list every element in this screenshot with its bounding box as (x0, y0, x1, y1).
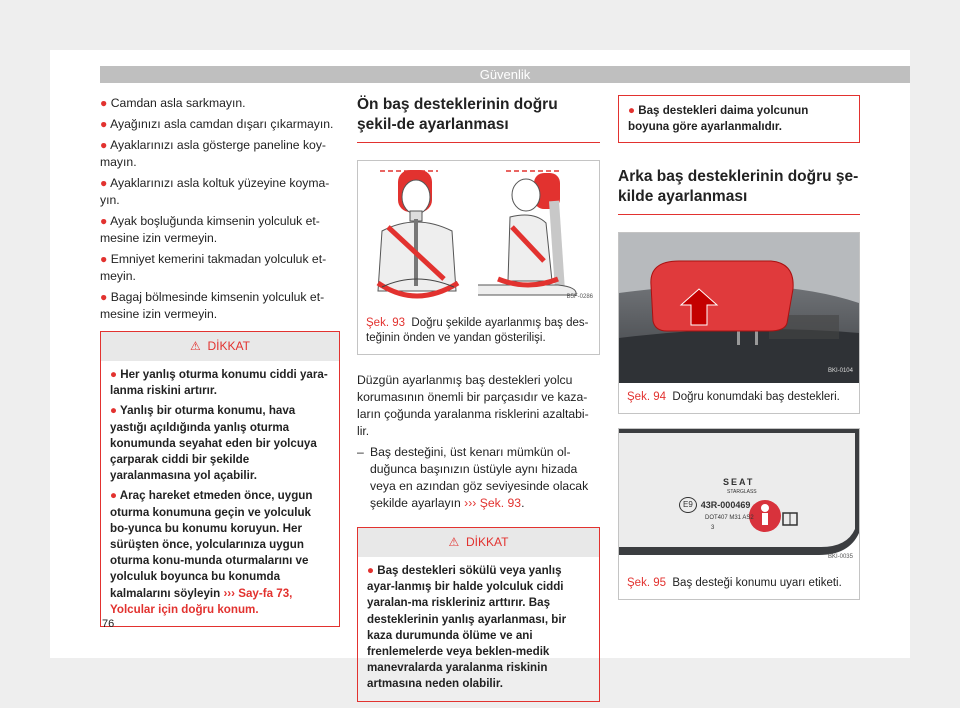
figure-label: Şek. 93 (366, 317, 405, 329)
step-dash: – (357, 445, 364, 459)
warning-body (358, 557, 599, 701)
warning-item: ● Araç hareket etmeden önce, uygun oturma konumuna geçin ve yolculuk bo-yunca bu konumu koruyun. Her sürüşten önce, yolcularınıza uygun oturma konu-munda oturmalarını ve yolculuk boyunca bu konumda kalmalarını söyleyin ››› Say-fa 73, Yolcular için doğru konum. (110, 489, 313, 616)
instruction-step: – Baş desteğini, üst kenarı mümkün ol-duğunca başınızın üstüyle aynı hizada veya en azından göz seviyesinde olacak şekilde ayarlayın ››› Şek. 93. (357, 445, 589, 510)
page-number: 76 (102, 618, 115, 630)
warning-header: ⚠ DİKKAT (358, 528, 599, 557)
section-header: Güvenlik (100, 66, 910, 83)
note-body: ● Baş destekleri daima yolcunun boyuna göre ayarlanmalıdır. (628, 104, 809, 134)
bullet-icon: ● (110, 489, 120, 503)
sticker-text (679, 477, 757, 533)
figure-reference-link[interactable]: ››› Şek. 93 (464, 496, 522, 510)
warning-triangle-icon: ⚠ (190, 339, 201, 353)
sticker-brand: SEAT (723, 477, 755, 488)
page (50, 50, 910, 691)
bullet-icon: ● (100, 290, 111, 304)
figure-caption: Şek. 95 Baş desteği konumu uyarı etiketi. (627, 577, 842, 590)
headrest-illustration (358, 161, 599, 309)
bullet-icon: ● (110, 404, 121, 418)
bullet-icon: ● (100, 252, 111, 266)
sticker-line: STARGLASS (727, 489, 757, 496)
bullet-icon: ● (100, 176, 111, 190)
bullet-icon: ● (110, 368, 121, 381)
warning-label-photo (619, 429, 859, 569)
sticker-line: DOT407 M31 AS2 (705, 515, 754, 522)
warning-box (100, 331, 340, 627)
warning-triangle-icon: ⚠ (448, 535, 460, 549)
list-item: ● Ayaklarınızı asla gösterge paneline koy-mayın. (100, 138, 326, 169)
paragraph: Düzgün ayarlanmış baş destekleri yolcu korumasının önemli bir parçasıdır ve kaza-ların çoğunda yaralanma risklerini azaltabi-lir. (357, 373, 589, 438)
list-item: ● Ayağınızı asla camdan dışarı çıkarmayın. (100, 117, 334, 131)
sticker-line: 43R-000469 (700, 500, 751, 511)
warning-box (357, 527, 600, 702)
list-item: ● Ayaklarınızı asla koltuk yüzeyine koyma-yın. (100, 176, 330, 207)
figure-93 (357, 160, 600, 355)
figure-code: B5F-0286 (566, 294, 593, 300)
warning-body (101, 361, 339, 626)
list-item: ● Ayak boşluğunda kimsenin yolculuk et-mesine izin vermeyin. (100, 214, 320, 245)
bullet-icon: ● (100, 214, 111, 228)
warning-item: ● Baş destekleri sökülü veya yanlış ayar-lanmış bir halde yolculuk ciddi yaralan-ma riskleriniz arttırır. Baş desteklerinin yanlış ayarlanması, bir kaza durumunda ölüme ve ani frenlemelerde veya beklen-medik manevralarda yaralanma riskinin artmasına neden olabilir. (367, 564, 567, 691)
list-item: ● Emniyet kemerini takmadan yolculuk et-meyin. (100, 252, 327, 283)
warning-item: ● Yanlış bir oturma konumu, hava yastığı açıldığında yanlış oturma konumunda seyahat eden bir yolcuya çarparak ciddi bir şekilde yaralanmasına yol açabilir. (110, 404, 317, 483)
figure-label: Şek. 95 (627, 577, 666, 590)
section-heading: Ön baş desteklerinin doğru şekil-de ayarlanması (357, 95, 600, 143)
bullet-icon: ● (100, 96, 111, 110)
bullet-icon: ● (100, 117, 111, 131)
page-reference-link[interactable]: ››› Say-fa 73, Yolcular için doğru konum. (110, 586, 293, 616)
skeleton-headrest-illustration (358, 161, 599, 309)
column-right (618, 95, 860, 600)
figure-caption: Şek. 94 Doğru konumdaki baş destekleri. (627, 391, 840, 404)
note-box (618, 95, 860, 143)
bullet-icon: ● (367, 564, 378, 577)
warning-item: ● Her yanlış oturma konumu ciddi yara-lanma riskini artırır. (110, 368, 328, 398)
column-middle (357, 95, 600, 702)
list-item: ● Camdan asla sarkmayın. (100, 96, 246, 110)
figure-94 (618, 232, 860, 414)
figure-label: Şek. 94 (627, 391, 666, 404)
figure-code: BKI-0104 (827, 368, 853, 375)
bullet-icon: ● (628, 104, 639, 117)
emark-icon: E9 (679, 497, 697, 513)
figure-caption: Şek. 93 Doğru şekilde ayarlanmış baş des-teğinin önden ve yandan gösterilişi. (366, 317, 589, 344)
figure-code: BKI-0035 (827, 554, 853, 561)
column-left (100, 95, 340, 627)
figure-95 (618, 428, 860, 600)
rear-headrest-illustration (619, 233, 859, 383)
rear-headrest-photo (619, 233, 859, 383)
bullet-icon: ● (100, 138, 111, 152)
list-item: ● Bagaj bölmesinde kimsenin yolculuk et-mesine izin vermeyin. (100, 290, 325, 321)
warning-header: ⚠ DİKKAT (101, 332, 339, 361)
sticker-line: 3 (711, 525, 715, 532)
section-heading: Arka baş desteklerinin doğru şe-kilde ayarlanması (618, 167, 860, 215)
